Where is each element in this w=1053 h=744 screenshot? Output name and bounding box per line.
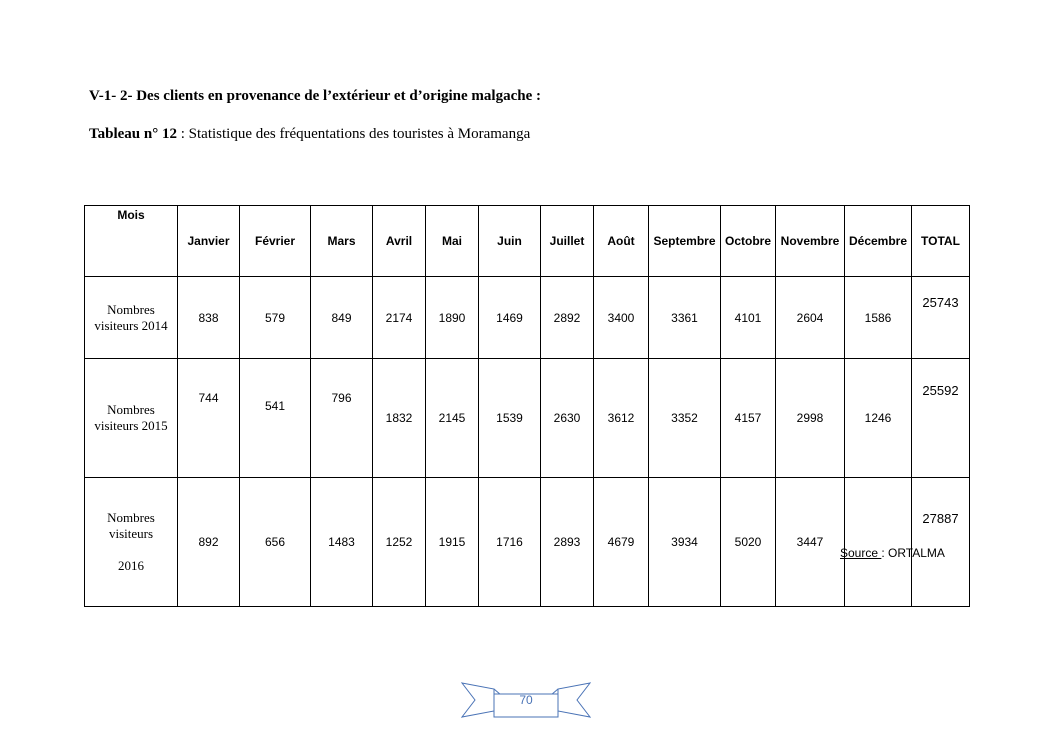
table-row [85, 277, 970, 359]
table-cell: 1539 [479, 359, 541, 478]
header-total: TOTAL [912, 206, 970, 277]
row-label-line: Nombres [107, 402, 155, 417]
table-cell: 2892 [541, 277, 594, 359]
table-cell: 541 [240, 359, 311, 478]
table-cell: 5020 [721, 478, 776, 607]
row-label [85, 359, 178, 478]
source-note [840, 546, 945, 560]
row-total: 25592 [912, 359, 970, 478]
row-label [85, 478, 178, 607]
table-cell: 3447 [776, 478, 845, 607]
row-label-line: 2016 [118, 558, 144, 573]
table-cell: 1832 [373, 359, 426, 478]
caption-text: : Statistique des fréquentations des touristes à Moramanga [176, 126, 531, 142]
table-row [85, 359, 970, 478]
row-label-line: visiteurs 2014 [94, 317, 168, 333]
table-cell: 2630 [541, 359, 594, 478]
header-month: Mai [426, 206, 479, 277]
row-label-line: visiteurs 2015 [94, 418, 168, 433]
table-cell: 3612 [594, 359, 649, 478]
table-cell: 1716 [479, 478, 541, 607]
table-caption [89, 126, 530, 143]
header-month: Janvier [178, 206, 240, 277]
statistics-table [84, 205, 970, 607]
table-cell: 2998 [776, 359, 845, 478]
table-cell: 838 [178, 277, 240, 359]
row-label [85, 277, 178, 359]
table-cell: 4157 [721, 359, 776, 478]
row-total: 27887 [912, 478, 970, 607]
table-cell: 3934 [649, 478, 721, 607]
table-cell: 3400 [594, 277, 649, 359]
table-cell: 2145 [426, 359, 479, 478]
row-total: 25743 [912, 277, 970, 359]
table-cell: 2604 [776, 277, 845, 359]
table-cell: 4679 [594, 478, 649, 607]
source-value: : ORTALMA [881, 546, 945, 560]
table-row [85, 478, 970, 607]
table-cell: 2893 [541, 478, 594, 607]
table-cell: 744 [178, 359, 240, 478]
table-cell: 1469 [479, 277, 541, 359]
header-month: Septembre [649, 206, 721, 277]
table-header-row [85, 206, 970, 277]
header-mois: Mois [85, 206, 178, 277]
header-month: Août [594, 206, 649, 277]
table-cell: 579 [240, 277, 311, 359]
table-cell: 892 [178, 478, 240, 607]
header-month: Décembre [845, 206, 912, 277]
header-month: Juin [479, 206, 541, 277]
table-cell: 1915 [426, 478, 479, 607]
source-label: Source [840, 546, 882, 560]
table-cell [845, 478, 912, 607]
section-heading: V-1- 2- Des clients en provenance de l’extérieur et d’origine malgache : [89, 88, 541, 104]
header-month: Juillet [541, 206, 594, 277]
table-cell: 3352 [649, 359, 721, 478]
row-label-line: visiteurs [108, 526, 154, 541]
table-cell: 796 [311, 359, 373, 478]
table-cell: 1586 [845, 277, 912, 359]
row-label-line: Nombres [107, 510, 155, 525]
header-month: Novembre [776, 206, 845, 277]
header-month: Mars [311, 206, 373, 277]
table-cell: 4101 [721, 277, 776, 359]
table-cell: 1890 [426, 277, 479, 359]
table-cell: 3361 [649, 277, 721, 359]
table-cell: 1252 [373, 478, 426, 607]
table-cell: 2174 [373, 277, 426, 359]
header-month: Octobre [721, 206, 776, 277]
header-month: Février [240, 206, 311, 277]
caption-label: Tableau n° 12 [89, 126, 177, 142]
page-number: 70 [519, 693, 533, 707]
table-cell: 849 [311, 277, 373, 359]
table-cell: 1246 [845, 359, 912, 478]
table-cell: 1483 [311, 478, 373, 607]
table-cell: 656 [240, 478, 311, 607]
header-month: Avril [373, 206, 426, 277]
row-label-line: Nombres [107, 301, 155, 317]
